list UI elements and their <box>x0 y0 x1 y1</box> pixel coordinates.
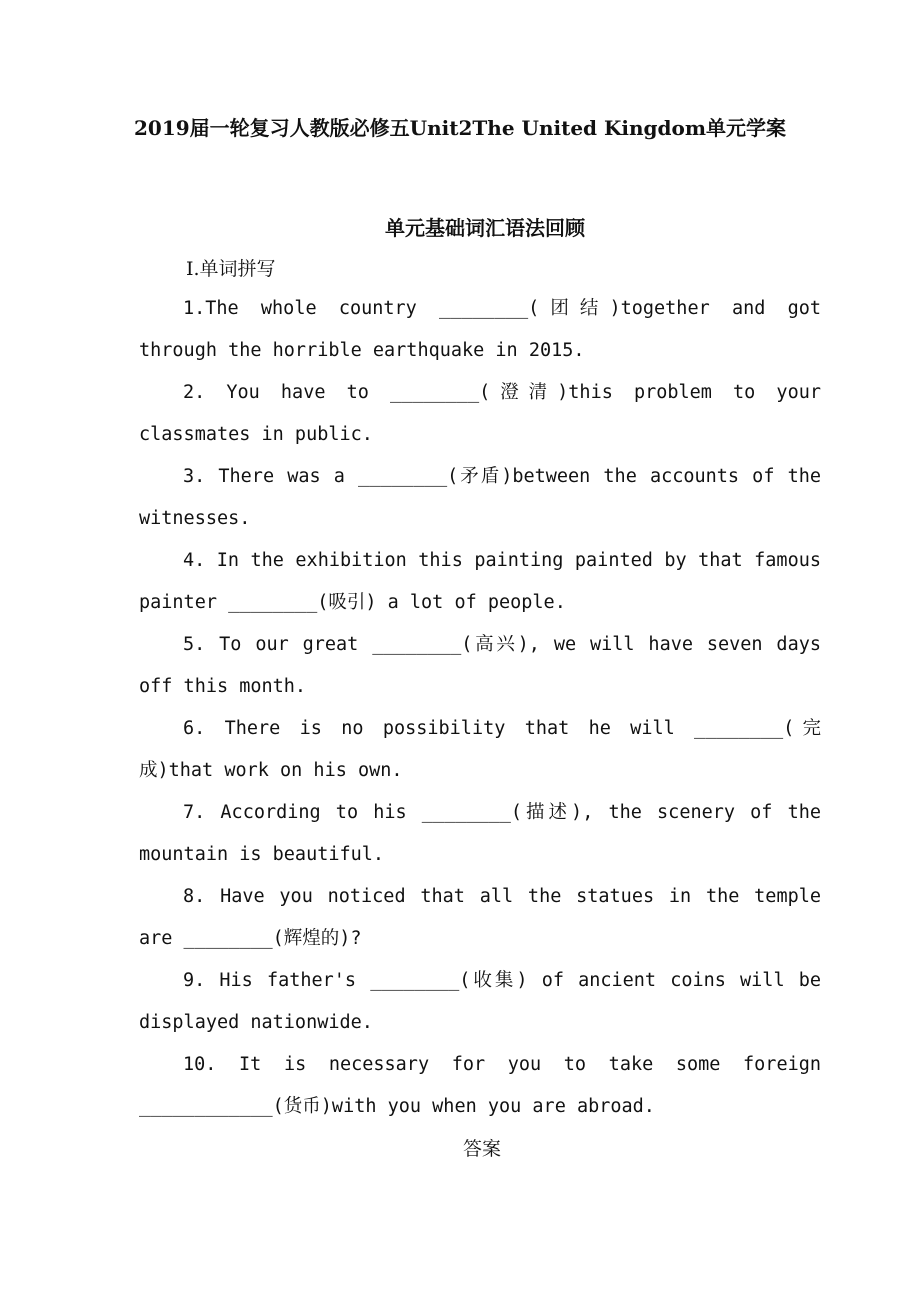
exercise-item-8: 8. Have you noticed that all the statues in the temple are ________(辉煌的)? <box>139 886 821 949</box>
exercise-item-4: 4. In the exhibition this painting painted by that famous painter ________(吸引) a lot of people. <box>139 550 821 613</box>
document-title: 2019届一轮复习人教版必修五Unit2The United Kingdom单元学案 <box>134 116 786 140</box>
exercise-item-7: 7. According to his ________(描述), the scenery of the mountain is beautiful. <box>139 802 821 865</box>
answer-label: 答案 <box>462 1138 501 1160</box>
exercise-item-10: 10. It is necessary for you to take some foreign ____________(货币)with you when you are abroad. <box>139 1054 821 1117</box>
exercise-item-9: 9. His father's ________(收集) of ancient coins will be displayed nationwide. <box>139 970 821 1033</box>
part-heading: Ⅰ.单词拼写 <box>186 258 276 280</box>
exercise-item-5: 5. To our great ________(高兴), we will have seven days off this month. <box>139 634 821 697</box>
exercise-list <box>139 288 821 1128</box>
section-title: 单元基础词汇语法回顾 <box>385 216 585 240</box>
exercise-item-6: 6. There is no possibility that he will ________(完成)that work on his own. <box>139 718 821 781</box>
exercise-item-1: 1.The whole country ________(团结)together and got through the horrible earthquake in 2015. <box>139 298 821 361</box>
exercise-item-3: 3. There was a ________(矛盾)between the accounts of the witnesses. <box>139 466 821 529</box>
exercise-item-2: 2. You have to ________(澄清)this problem to your classmates in public. <box>139 382 821 445</box>
